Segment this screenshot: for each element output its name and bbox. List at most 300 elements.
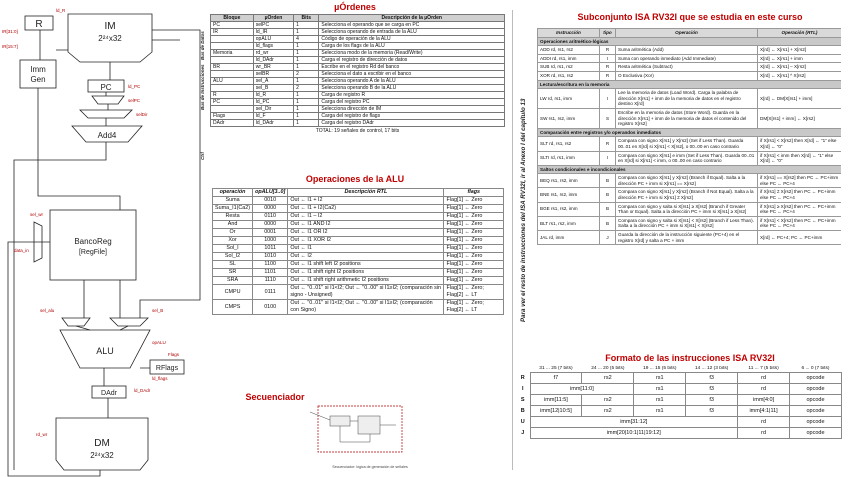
alu-cell: Flag[1] ← Zero [444, 269, 504, 277]
format-field: imm[20|10:1|11|19:12] [530, 428, 738, 439]
micro-cell: Selecciona operando A de la ALU [319, 78, 505, 85]
micro-cell: Selecciona el operando que se carga en PC [319, 22, 505, 29]
micro-cell [211, 36, 254, 43]
alu-row [213, 205, 504, 213]
micro-cell: Carga de los flags de la ALU [319, 43, 505, 50]
micro-cell: IR [211, 29, 254, 36]
isa-cell: Compara con signo X[rs1] y X[rs2] (Set if Less Than). Guarda 00..01 en X[rd] si X[rs1] < X[rs2], o 00..00 en caso contrario [616, 137, 758, 151]
alu-cell: Out ← "0..01" si I1<I2; Out ← "0..00" si I1≥I2; (comparación con Signo) [288, 300, 444, 315]
formats-table [516, 366, 842, 439]
isa-cell: DM[X[rs1] + imm] ← X[rs2] [758, 108, 842, 128]
isa-cell: SLTI rd, rs1, imm [538, 151, 600, 165]
isa-cell: X[rd] ← X[rs1] + imm [758, 54, 842, 63]
isa-cell: SUB rd, rs1, rs2 [538, 63, 600, 72]
add4-label: Add4 [97, 131, 117, 140]
alu-cell: Suma [213, 197, 253, 205]
isa-row [538, 174, 842, 188]
micro-cell: 1 [294, 113, 319, 120]
format-row [516, 406, 842, 417]
micro-row [211, 85, 505, 92]
isa-cell: Suma con operando inmediato (Add Immediate) [616, 54, 758, 63]
col-header: Bits [294, 15, 319, 22]
micro-cell: rd_wr [253, 50, 293, 57]
micro-cell: Selecciona modo de la memoria (Read/Write) [319, 50, 505, 57]
alu-cell: SR [213, 269, 253, 277]
col-header: operación [213, 189, 253, 197]
col-header: Descripción RTL [288, 189, 444, 197]
micro-cell: Escribe en el registro Rd del banco [319, 64, 505, 71]
alu-cell: 0110 [253, 213, 288, 221]
format-field: imm[11:5] [530, 395, 582, 406]
isa-row [538, 71, 842, 80]
format-field: rs1 [634, 373, 686, 384]
r-label: R [35, 19, 43, 30]
isa-row [538, 54, 842, 63]
microordenes-panel [210, 14, 505, 169]
isa-cell: Compara con signo y salta si X[rs1] ≥ X[rs2] (Branch if Greater Than or Equal). Salta a la dirección PC + imm si X[rs1] ≥ X[rs2] [616, 202, 758, 216]
format-field: opcode [790, 373, 842, 384]
isa-cell: Compara con signo X[rs1] y X[rs2] (Branch if Not Equal). Salta a la dirección PC + imm si X[rs1] ≠ X[rs2] [616, 188, 758, 202]
micro-cell [211, 43, 254, 50]
col-header: opALU[3..0] [253, 189, 288, 197]
formats-panel [516, 366, 844, 474]
alu-cell: Out ← "0..01" si I1<I2; Out ← "0..00" si I1≥I2; (comparación sin signo - Unsigned) [288, 285, 444, 300]
format-field: opcode [790, 406, 842, 417]
col-header: Descripción de la µOrden [319, 15, 505, 22]
imm-label-1: Imm [30, 65, 46, 74]
alu-row [213, 197, 504, 205]
isa-side-note: Para ver el resto de instrucciones del ISA RV32I, ir al Anexo I del capítulo 13 [520, 98, 527, 322]
col-header: Operación (RTL) [758, 29, 842, 38]
isa-cell: R [600, 46, 616, 55]
alu-ops-title: Operaciones de la ALU [305, 174, 405, 184]
micro-cell: 1 [294, 78, 319, 85]
alu-row [213, 269, 504, 277]
microordenes-total: TOTAL: 19 señales de control, 17 bits [315, 128, 400, 134]
alu-cell: Sol_I [213, 245, 253, 253]
bit-header: 24 ... 20 (5 bits) [591, 366, 625, 371]
format-field: f3 [686, 406, 738, 417]
alu-row [213, 300, 504, 315]
isa-cell: X[rd] ← DM[X[rs1] + imm] [758, 89, 842, 109]
format-field: opcode [790, 428, 842, 439]
format-field: rd [738, 384, 790, 395]
signal-label: rd_wr [36, 432, 48, 437]
micro-cell: opALU [253, 36, 293, 43]
alu-row [213, 261, 504, 269]
format-row [516, 395, 842, 406]
alu-cell: Out ← I1 XOR I2 [288, 237, 444, 245]
isa-cell: BEQ rs1, rs2, imm [538, 174, 600, 188]
isa-row [538, 108, 842, 128]
alu-cell: Out ← I2 [288, 253, 444, 261]
alu-row [213, 213, 504, 221]
micro-cell [211, 71, 254, 78]
format-field: rs1 [634, 406, 686, 417]
isa-cell: ADD rd, rs1, rs2 [538, 46, 600, 55]
micro-cell: 2 [294, 71, 319, 78]
bancoreg-label-2: [RegFile] [78, 249, 108, 256]
alu-cell: Flag[1] ← Zero [444, 197, 504, 205]
micro-row [211, 99, 505, 106]
micro-cell: Selecciona operando de entrada de la ALU [319, 29, 505, 36]
micro-cell: Memoria [211, 50, 254, 57]
isa-cell: JAL rd, imm [538, 231, 600, 245]
alu-cell: Flag[1] ← Zero [444, 237, 504, 245]
isa-cell: X[rd] ← PC+4; PC ← PC+imm [758, 231, 842, 245]
isa-cell: Compara con signo X[rs1] y X[rs2] (Branch if Equal). Salta a la dirección PC + imm si X[rs1] == X[rs2] [616, 174, 758, 188]
signal-label: ld_flags [152, 376, 168, 381]
isa-row [538, 202, 842, 216]
isa-cell: BLT rs1, rs2, imm [538, 216, 600, 230]
isa-cell: Compara con signo X[rs1] e imm (Set if Less Than). Guarda 00..01 en X[rd] si X[rs1] < imm, o 00..00 en caso contrario [616, 151, 758, 165]
isa-cell: B [600, 188, 616, 202]
alu-cell: Xor [213, 237, 253, 245]
bit-header: 6 ... 0 (7 bits) [801, 366, 830, 371]
dm-label: DM [94, 438, 110, 449]
group-label: Bus de Datos [200, 31, 205, 60]
microordenes-title: µÓrdenes [334, 2, 376, 12]
micro-cell: Carga de registro R [319, 92, 505, 99]
isa-cell: Resta aritmética (Subtract) [616, 63, 758, 72]
format-field: imm[11:0] [530, 384, 634, 395]
micro-row [211, 113, 505, 120]
alu-cell: Flag[1] ← Zero [444, 221, 504, 229]
alu-row [213, 253, 504, 261]
isa-row [538, 63, 842, 72]
isa-cell: S [600, 108, 616, 128]
isa-row [538, 46, 842, 55]
isa-cell: B [600, 216, 616, 230]
signal-label: sel_wr [30, 212, 44, 217]
format-field: rs2 [582, 406, 634, 417]
alu-row [213, 285, 504, 300]
sequencer-logic [358, 416, 380, 434]
isa-cell: Suma aritmética (Add) [616, 46, 758, 55]
isa-cell: if X[rs1] < X[rs2] then PC ← PC+imm else PC ← PC+4 [758, 216, 842, 230]
micro-cell: ld_flags [253, 43, 293, 50]
alu-cell: Out ← I1 [288, 245, 444, 253]
micro-cell: Selecciona el dato a escribir en el banco [319, 71, 505, 78]
col-header: Bloque [211, 15, 254, 22]
micro-cell: wr_BR [253, 64, 293, 71]
alu-cell: SRA [213, 277, 253, 285]
micro-cell: 1 [294, 64, 319, 71]
divider [512, 10, 513, 470]
isa-cell: J [600, 231, 616, 245]
signal-label: Flags [168, 352, 180, 357]
alu-cell: Or [213, 229, 253, 237]
alu-cell: Out ← I1 shift right I2 positions [288, 269, 444, 277]
alu-cell: 1100 [253, 261, 288, 269]
alu-cell: Flag[1] ← Zero [444, 229, 504, 237]
micro-row [211, 36, 505, 43]
micro-cell: Selecciona operando B de la ALU [319, 85, 505, 92]
isa-cell: I [600, 54, 616, 63]
signal-label: sel_alu [40, 308, 55, 313]
micro-cell: ld_R [253, 92, 293, 99]
isa-cell: if X[rs1] == X[rs2] then PC ← PC+imm else PC ← PC+4 [758, 174, 842, 188]
alu-cell: Flag[1] ← Zero [444, 245, 504, 253]
format-type: R [520, 375, 525, 381]
datapath-diagram [0, 0, 205, 477]
alu-cell: Sol_I2 [213, 253, 253, 261]
format-type: U [520, 419, 525, 425]
isa-section-row [538, 37, 842, 46]
signal-label: ld_R [56, 8, 66, 13]
signal-label: selDir [136, 112, 148, 117]
micro-cell: ld_F [253, 113, 293, 120]
alu-cell: Out ← I1 + I2(Ca2) [288, 205, 444, 213]
format-type: I [521, 386, 524, 392]
isa-table [537, 28, 841, 245]
col-header: tipo [600, 29, 616, 38]
format-field: opcode [790, 395, 842, 406]
micro-cell: DAdr [211, 120, 254, 127]
micro-row [211, 43, 505, 50]
micro-cell: ld_PC [253, 99, 293, 106]
isa-cell: R [600, 63, 616, 72]
alu-cell: And [213, 221, 253, 229]
dadr-label: DAdr [101, 390, 117, 397]
isa-cell: B [600, 174, 616, 188]
format-field: rs1 [634, 384, 686, 395]
signal-label: IR[15:7] [2, 44, 18, 49]
im-label: IM [104, 21, 116, 32]
secuenciador-diagram [300, 402, 410, 474]
format-field: imm[4:1|11] [738, 406, 790, 417]
group-label: Bus de Instrucciones [200, 64, 205, 110]
format-type: S [520, 397, 525, 403]
isa-cell: if X[rs1] ≥ X[rs2] then PC ← PC+imm else PC ← PC+4 [758, 202, 842, 216]
micro-cell: Carga el registro de dirección de datos [319, 57, 505, 64]
alu-cell: 1010 [253, 253, 288, 261]
alu-cell: CMPS [213, 300, 253, 315]
isa-section-row [538, 165, 842, 174]
formats-title: Formato de las instrucciones ISA RV32I [605, 353, 775, 363]
alu-cell: 0001 [253, 229, 288, 237]
sel-a-mux [62, 318, 90, 326]
signal-label: ld_PC [128, 84, 141, 89]
format-field: rd [738, 417, 790, 428]
micro-row [211, 71, 505, 78]
secuenciador-note: Secuenciador: lógica de generación de señales [332, 465, 408, 469]
isa-cell: Escribe en la memoria de datos (Store Word). Guarda en la dirección X[rs1] + imm de la memoria de datos el contenido del registro X[rs2] [616, 108, 758, 128]
micro-cell: Carga del registro DAdr [319, 120, 505, 127]
alu-cell: 1101 [253, 269, 288, 277]
alu-cell: Out ← I1 OR I2 [288, 229, 444, 237]
micro-row [211, 92, 505, 99]
format-field: f3 [686, 395, 738, 406]
isa-cell: if X[rs1] < imm then X[rd] ← “1” else X[rd] ← “0” [758, 151, 842, 165]
micro-row [211, 22, 505, 29]
micro-cell: Carga del registro PC [319, 99, 505, 106]
isa-row [538, 188, 842, 202]
col-header: Operación [616, 29, 758, 38]
alu-cell: 1011 [253, 245, 288, 253]
micro-cell: Carga del registro de flags [319, 113, 505, 120]
isa-row [538, 137, 842, 151]
micro-cell: 1 [294, 43, 319, 50]
alu-row [213, 237, 504, 245]
isa-cell: BNE rs1, rs2, imm [538, 188, 600, 202]
format-field: rd [738, 373, 790, 384]
pc-label: PC [100, 83, 112, 92]
alu-cell: Out ← I1 + I2 [288, 197, 444, 205]
isa-cell: I [600, 151, 616, 165]
micro-row [211, 120, 505, 127]
micro-cell: ALU [211, 78, 254, 85]
micro-cell: 1 [294, 92, 319, 99]
micro-cell [211, 57, 254, 64]
isa-cell: SW rs1, rs2, imm [538, 108, 600, 128]
alu-row [213, 277, 504, 285]
isa-row [538, 216, 842, 230]
col-header: µOrden [253, 15, 293, 22]
isa-cell: SLT rd, rs1, rs2 [538, 137, 600, 151]
signal-label: data_in [14, 248, 29, 253]
isa-section-title: Operaciones aritmético-lógicas [538, 37, 842, 46]
bit-header: 11 ... 7 (5 bits) [748, 366, 779, 371]
alu-cell: Flag[1] ← Zero; Flag[2] ← LT [444, 285, 504, 300]
alu-cell: CMPU [213, 285, 253, 300]
bit-header: 19 ... 15 (5 bits) [643, 366, 677, 371]
micro-row [211, 29, 505, 36]
alu-cell: Out ← I1 shift right arithmetic I2 positions [288, 277, 444, 285]
isa-cell: Lee la memoria de datos (Load Word). Carga la palabra de dirección X[rs1] + imm de la memoria de datos en el registro destino X[rd] [616, 89, 758, 109]
micro-cell: ld_DAdr [253, 57, 293, 64]
alu-label: ALU [96, 346, 114, 356]
bancoreg-label-1: BancoReg [74, 237, 112, 246]
format-row [516, 417, 842, 428]
micro-cell: 1 [294, 29, 319, 36]
format-field: imm[4:0] [738, 395, 790, 406]
micro-cell: Selecciona dirección de IM [319, 106, 505, 113]
isa-panel [537, 28, 841, 348]
micro-row [211, 50, 505, 57]
micro-cell: PC [211, 22, 254, 29]
sequencer-register [330, 416, 350, 426]
format-type: B [520, 408, 525, 414]
micro-row [211, 106, 505, 113]
micro-cell: 2 [294, 85, 319, 92]
signal-label: selPC [128, 98, 141, 103]
format-row [516, 428, 842, 439]
alu-ops-panel [212, 188, 504, 388]
micro-cell [211, 85, 254, 92]
micro-cell: 1 [294, 50, 319, 57]
isa-section-title: Saltos condicionales e incondicionales [538, 165, 842, 174]
microordenes-table [210, 14, 505, 127]
isa-cell: X[rd] ← X[rs1] – X[rs2] [758, 63, 842, 72]
micro-cell: BR [211, 64, 254, 71]
alu-cell: 0111 [253, 285, 288, 300]
alu-cell: SL [213, 261, 253, 269]
micro-cell: 1 [294, 106, 319, 113]
isa-row [538, 151, 842, 165]
isa-section-row [538, 128, 842, 137]
isa-cell: Compara con signo y salta si X[rs1] < X[rs2] (Branch if Less Than). Salta a la dirección PC + imm si X[rs1] < X[rs2] [616, 216, 758, 230]
micro-cell: 4 [294, 36, 319, 43]
alu-row [213, 229, 504, 237]
signal-label: IR[31:0] [2, 29, 18, 34]
col-header: Instrucción [538, 29, 600, 38]
micro-cell: sel_A [253, 78, 293, 85]
isa-cell: if X[rs1] ≠ X[rs2] then PC ← PC+imm else PC ← PC+4 [758, 188, 842, 202]
format-field: rd [738, 428, 790, 439]
format-field: imm[12|10:5] [530, 406, 582, 417]
alu-cell: Flag[1] ← Zero [444, 213, 504, 221]
isa-cell: if X[rs1] < X[rs2] then X[rd] ← “1” else X[rd] ← “0” [758, 137, 842, 151]
micro-row [211, 57, 505, 64]
alu-row [213, 245, 504, 253]
isa-section-title: Comparación entre registros y/o operandos inmediatos [538, 128, 842, 137]
signal-label: opALU [152, 340, 166, 345]
alu-cell: 0010 [253, 197, 288, 205]
alu-ops-table [212, 188, 504, 315]
isa-cell: X[rd] ← X[rs1] + X[rs2] [758, 46, 842, 55]
alu-cell: Flag[1] ← Zero [444, 205, 504, 213]
micro-cell: selBR [253, 71, 293, 78]
pc-mux [92, 96, 124, 104]
micro-cell: 1 [294, 22, 319, 29]
alu-cell: Out ← I1 shift left I2 positions [288, 261, 444, 269]
format-field: rs1 [634, 395, 686, 406]
alu-cell: 1110 [253, 277, 288, 285]
format-field: opcode [790, 384, 842, 395]
rflags-label: RFlags [155, 365, 179, 372]
alu-cell: 0000 [253, 205, 288, 213]
isa-cell: LW rd, rs1, imm [538, 89, 600, 109]
col-header: flags [444, 189, 504, 197]
dm-size: 2²⁴x32 [90, 451, 114, 460]
micro-cell: selPC [253, 22, 293, 29]
isa-title: Subconjunto ISA RV32I que se estudia en este curso [577, 12, 803, 22]
format-field: f3 [686, 373, 738, 384]
format-type: J [521, 430, 525, 436]
sel-b-mux [110, 318, 148, 326]
isa-section-row [538, 80, 842, 89]
micro-cell: 1 [294, 57, 319, 64]
format-field: opcode [790, 417, 842, 428]
micro-cell: ld_IR [253, 29, 293, 36]
bit-header: 31 ... 25 (7 bits) [539, 366, 573, 371]
format-field: rs2 [582, 373, 634, 384]
format-row [516, 384, 842, 395]
format-field: rs2 [582, 395, 634, 406]
im-size: 2²⁴x32 [98, 34, 122, 43]
alu-cell: Out ← I1 – I2 [288, 213, 444, 221]
imm-label-2: Gen [30, 75, 46, 84]
micro-cell: 1 [294, 120, 319, 127]
alu-cell: Out ← I1 AND I2 [288, 221, 444, 229]
format-field: f3 [686, 384, 738, 395]
group-label: Ctrl [200, 152, 205, 160]
alu-cell: Flag[1] ← Zero [444, 253, 504, 261]
isa-row [538, 89, 842, 109]
signal-label: ld_DAdr [134, 388, 151, 393]
micro-cell: sel_B [253, 85, 293, 92]
isa-cell: X[rd] ← X[rs1] ^ X[rs2] [758, 71, 842, 80]
secuenciador-title: Secuenciador [245, 392, 305, 402]
isa-cell: R [600, 137, 616, 151]
signal-label: sel_B [152, 308, 164, 313]
isa-row [538, 231, 842, 245]
alu-row [213, 221, 504, 229]
isa-section-title: Lectura/escritura en la memoria [538, 80, 842, 89]
isa-cell: R [600, 71, 616, 80]
micro-cell [211, 106, 254, 113]
